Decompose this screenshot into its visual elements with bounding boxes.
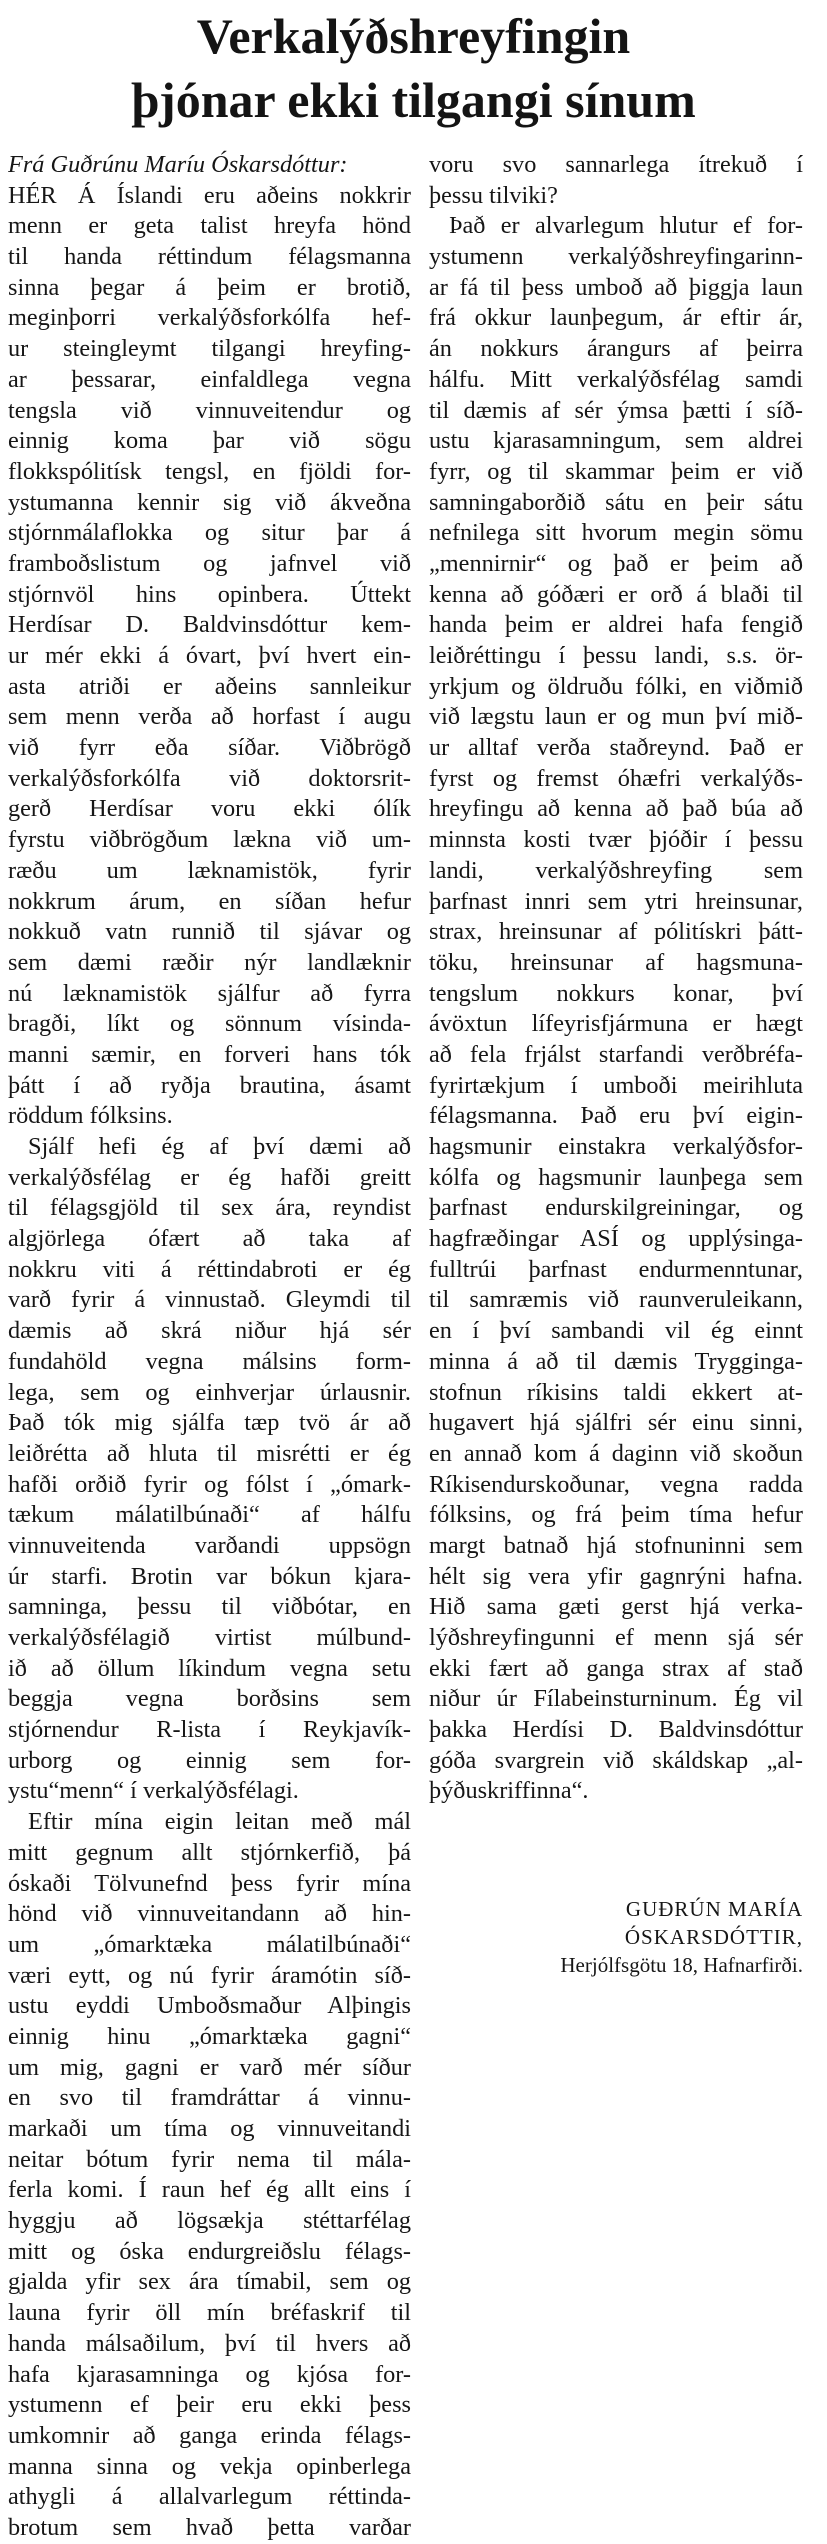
signature-name-line-1: GUÐRÚN MARÍA [625,1897,803,1921]
article-text-line: þarfnast innri sem ytri hreinsunar, [429,887,803,915]
article-text-line: nú læknamistök sjálfur að fyrra [8,979,411,1007]
article-text-line: verkalýðsforkólfa við doktorsrit- [8,764,411,792]
article-text-line: flokkspólitísk tengsl, en fjöldi for- [8,457,411,485]
article-text-line: stjórnmálaflokka og situr þar á [8,519,411,547]
signature-name-line-2: ÓSKARSDÓTTIR, [624,1925,803,1949]
article-text-line: lega, sem og einhverjar úrlausnir. [8,1378,411,1406]
article-text-line: en svo til framdráttar á vinnu- [8,2084,411,2112]
article-text-line: manna sinna og vekja opinberlega [8,2452,411,2480]
article-text-line: fyrstu viðbrögðum lækna við um- [8,826,411,854]
article-text-line: óskaði Tölvunefnd þess fyrir mína [8,1869,411,1897]
article-text-line: gjalda yfir sex ára tímabil, sem og [8,2268,411,2296]
article-text-line: mitt gegnum allt stjórnkerfið, þá [8,1838,411,1866]
article-text-line: varð fyrir á vinnustað. Gleymdi til [8,1286,411,1314]
article-text-line: ferla komi. Í raun hef ég allt eins í [8,2176,411,2204]
article-text-line: en annað kom á daginn við skoðun [429,1439,803,1467]
article-text-line: samningaborðið sátu en þeir sátu [429,488,803,516]
article-text-line: ræðu um læknamistök, fyrir [8,856,411,884]
article-text-line: framboðslistum og jafnvel við [8,549,411,577]
article-text-line: meginþorri verkalýðsforkólfa hef- [8,304,411,332]
article-text-line: hafa kjarasamninga og kjósa for- [8,2360,411,2388]
article-text-line: nokkru viti á réttindabroti er ég [8,1255,411,1283]
article-text-line: einnig koma þar við sögu [8,427,411,455]
article-text-line: lýðshreyfingunni ef menn sjá sér [429,1624,803,1651]
article-text-line: minna á að til dæmis Trygginga- [429,1347,803,1375]
article-text-line: hafði orðið fyrir og fólst í „ómark- [8,1470,411,1498]
article-text-line: til samræmis við raunveruleikann, [429,1286,803,1314]
article-text-line: ystumenn verkalýðshreyfingarinn- [429,243,803,271]
article-text-line: við lægstu laun er og mun því mið- [429,703,803,731]
article-text-line: ystumanna kennir sig við ákveðna [8,488,411,516]
article-text-line: þýðuskriffinna“. [429,1777,589,1805]
article-text-line: athygli á allalvarlegum réttinda- [8,2483,411,2511]
article-text-line: ustu eyddi Umboðsmaður Alþingis [8,1992,411,2020]
article-column-right [429,150,803,1807]
article-text-line: fyrr, og til skammar þeim er við [429,457,803,485]
article-text-line: mitt og óska endurgreiðslu félags- [8,2237,411,2265]
article-text-line: sem menn verða að horfast í augu [8,703,411,731]
article-text-line: ur steingleymt tilgangi hreyfing- [8,335,411,363]
article-text-line: Það tók mig sjálfa tæp tvö ár að [8,1409,411,1437]
article-text-line: úr starfi. Brotin var bókun kjara- [8,1562,411,1590]
article-text-line: vinnuveitenda varðandi uppsögn [8,1531,411,1559]
article-text-line: ustu kjarasamningum, sem aldrei [429,427,803,455]
article-text-line: væri eytt, og nú fyrir áramótin síð- [8,1961,411,1989]
signature-address: Herjólfsgötu 18, Hafnarfirði. [560,1953,803,1977]
article-text-line: samninga, þessu til viðbótar, en [8,1593,411,1621]
article-text-line: hugavert hjá sjálfri sér einu sinni, [429,1409,803,1437]
article-text-line: menn er geta talist hreyfa hönd [8,212,411,240]
article-text-line: verkalýðsfélag er ég hafði greitt [8,1163,411,1191]
article-text-line: ur mér ekki á óvart, því hvert ein- [8,642,411,669]
article-text-line: til félagsgjöld til sex ára, reyndist [8,1194,411,1222]
article-text-line: hyggju að lögsækja stéttarfélag [8,2207,411,2235]
article-text-line: sem dæmi ræðir nýr landlæknir [8,948,411,976]
article-text-line: brotum sem hvað þetta varðar [8,2513,411,2541]
article-text-line: kólfa og hagsmunir launþega sem [429,1163,803,1191]
article-text-line: margt batnað hjá stofnuninni sem [429,1531,803,1559]
article-text-line: kenna að góðæri er orð á blaði til [429,580,803,608]
article-text-line: bragði, líkt og sönnum vísinda- [8,1010,411,1038]
article-text-line: stofnun ríkisins taldi ekkert at- [429,1378,803,1406]
article-text-line: um mig, gagni er varð mér síður [8,2053,411,2081]
article-text-line: að fela frjálst starfandi verðbréfa- [429,1040,803,1068]
article-text-line: þakka Herdísi D. Baldvinsdóttur [429,1716,803,1744]
article-text-line: „mennirnir“ og það er þeim að [429,549,803,577]
article-text-line: nokkrum árum, en síðan hefur [8,887,411,915]
article-text-line: einnig hinu „ómarktæka gagni“ [8,2022,411,2050]
article-text-line: stjórnvöl hins opinbera. Úttekt [8,580,411,608]
article-text-line: ekki fært að ganga strax af stað [429,1654,803,1682]
article-text-line: voru svo sannarlega ítrekuð í [429,151,803,178]
article-text-line: verkalýðsfélagið virtist múlbund- [8,1624,411,1651]
signature-block [429,1895,803,1979]
article-text-line: félagsmanna. Það eru því eigin- [429,1102,803,1130]
article-text-line: hönd við vinnuveitandann að hin- [8,1900,411,1928]
article-text-line: töku, hreinsunar af hagsmuna- [429,948,803,976]
article-text-line: frá okkur launþegum, ár eftir ár, [429,304,803,332]
article-text-line: beggja vegna borðsins sem [8,1685,411,1713]
article-text-line: til handa réttindum félagsmanna [8,243,411,271]
article-text-line: ystu“menn“ í verkalýðsfélagi. [8,1777,299,1805]
article-text-line: algjörlega ófært að taka af [8,1225,411,1253]
article-text-line: strax, hreinsunar af pólitískri þátt- [429,918,803,946]
article-text-line: hreyfingu að kenna að það búa að [429,795,803,823]
article-text-line: leiðréttingu í þessu landi, s.s. ör- [429,642,803,669]
article-text-line: nefnilega sitt hvorum megin sömu [429,519,803,547]
article-text-line: hálfu. Mitt verkalýðsfélag samdi [429,365,803,393]
article-column-left [8,150,411,2544]
article-text-line: ávöxtun lífeyrisfjármuna er hægt [429,1010,803,1038]
article-text-line: tækum málatilbúnaði“ af hálfu [8,1501,411,1529]
article-text-line: ystumenn ef þeir eru ekki þess [8,2391,411,2419]
article-text-line: asta atriði er aðeins sannleikur [8,672,411,700]
article-text-line: góða svargrein við skáldskap „al- [429,1746,803,1774]
article-text-line: stjórnendur R-lista í Reykjavík- [8,1716,411,1744]
article-text-line: urborg og einnig sem for- [8,1746,411,1774]
article-text-line: Eftir mína eigin leitan með mál [28,1808,411,1836]
article-text-line: við fyrr eða síðar. Viðbrögð [8,734,411,762]
article-text-line: Ríkisendurskoðunar, vegna radda [429,1470,803,1498]
article-text-line: ið að öllum líkindum vegna setu [8,1654,411,1682]
article-text-line: um „ómarktæka málatilbúnaði“ [8,1930,411,1958]
article-text-line: tengslum nokkurs konar, því [429,979,803,1007]
article-text-line: Herdísar D. Baldvinsdóttur kem- [8,611,411,639]
article-text-line: handa þeim er aldrei hafa fengið [429,611,803,639]
article-text-line: dæmis að skrá niður hjá sér [8,1317,411,1345]
article-text-line: en í því sambandi vil ég einnt [429,1317,803,1345]
article-text-line: hagfræðingar ASÍ og upplýsinga- [429,1225,803,1253]
article-text-line: gerð Herdísar voru ekki ólík [8,795,411,823]
byline: Frá Guðrúnu Maríu Óskarsdóttur: [8,151,348,178]
article-text-line: neitar bótum fyrir nema til mála- [8,2145,411,2173]
article-text-line: Hið sama gæti gerst hjá verka- [429,1593,803,1621]
article-text-line: Sjálf hefi ég af því dæmi að [28,1133,411,1160]
article-text-line: þarfnast endurskilgreiningar, og [429,1194,803,1222]
article-text-line: Það er alvarlegum hlutur ef for- [449,212,803,240]
article-text-line: yrkjum og öldruðu fólki, en viðmið [429,672,803,700]
article-text-line: röddum fólksins. [8,1102,173,1130]
article-text-line: handa málsaðilum, því til hvers að [8,2329,411,2357]
article-text-line: án nokkurs árangurs af þeirra [429,335,803,363]
article-text-line: fyrirtækjum í umboði meirihluta [429,1071,803,1099]
article-text-line: til dæmis af sér ýmsa þætti í síð- [429,396,803,424]
article-text-line: fulltrúi þarfnast endurmenntunar, [429,1255,803,1283]
headline-line-1: Verkalýðshreyfingin [196,8,631,64]
article-text-line: ar þessarar, einfaldlega vegna [8,365,411,393]
article-text-line: launa fyrir öll mín bréfaskrif til [8,2299,411,2327]
article-text-line: sinna þegar á þeim er brotið, [8,273,411,301]
article-text-line: leiðrétta að hluta til misrétti er ég [8,1439,411,1467]
article-text-line: ur alltaf verða staðreynd. Það er [429,734,803,762]
article-text-line: tengsla við vinnuveitendur og [8,396,411,424]
article-text-line: markaði um tíma og vinnuveitandi [8,2115,411,2142]
article-text-line: ar fá til þess umboð að þiggja laun [429,273,803,301]
article-text-line: HÉR Á Íslandi eru aðeins nokkrir [8,181,411,209]
article-text-line: fundahöld vegna málsins form- [8,1347,411,1375]
article-text-line: niður úr Fílabeinsturninum. Ég vil [429,1685,803,1713]
article-text-line: nokkuð vatn runnið til sjávar og [8,918,411,946]
headline-line-2: þjónar ekki tilgangi sínum [131,72,696,128]
article-text-line: fyrst og fremst óhæfri verkalýðs- [429,764,803,792]
article-text-line: minnsta kosti tvær þjóðir í þessu [429,826,803,854]
article-text-line: þessu tilviki? [429,181,558,209]
article-text-line: umkomnir að ganga erinda félags- [8,2421,411,2449]
article-text-line: hélt sig vera yfir gagnrýni hafna. [429,1562,803,1590]
article-text-line: landi, verkalýðshreyfing sem [429,856,803,884]
article-text-line: hagsmunir einstakra verkalýðsfor- [429,1133,803,1160]
article-text-line: þátt í að ryðja brautina, ásamt [8,1071,411,1099]
article-text-line: manni sæmir, en forveri hans tók [8,1040,411,1068]
article-text-line: fólksins, og frá þeim tíma hefur [429,1501,803,1529]
